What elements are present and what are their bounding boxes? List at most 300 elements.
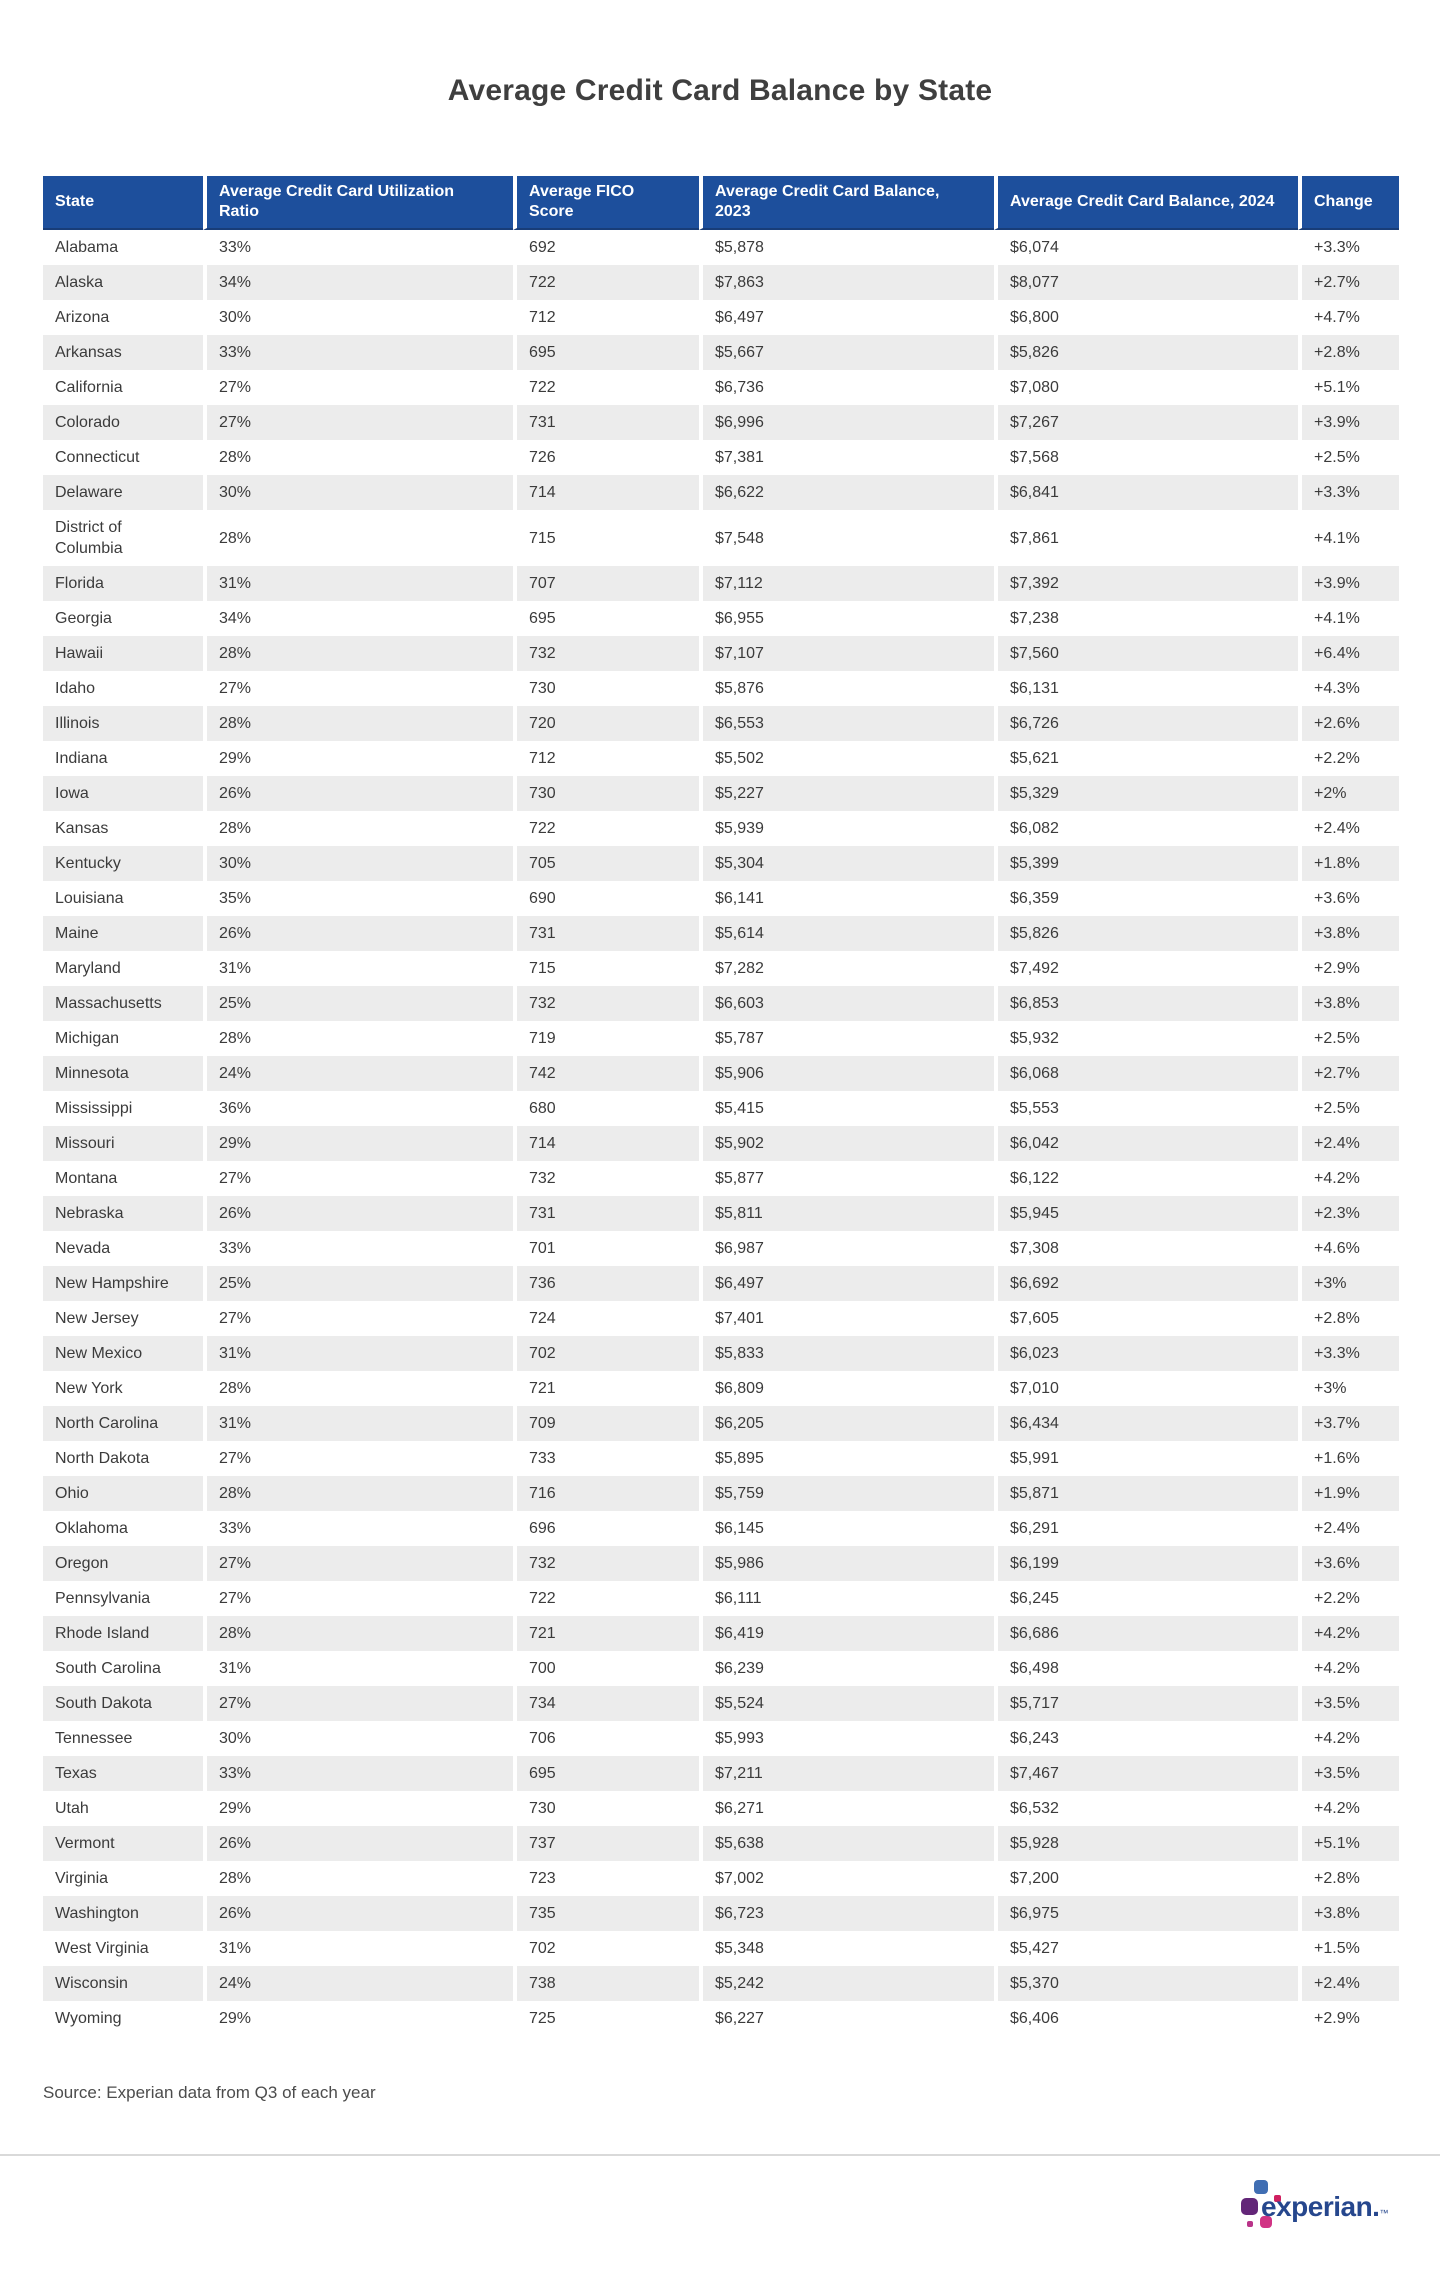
cell-fico-score: 702 <box>513 1336 699 1371</box>
cell-change: +2.4% <box>1298 1126 1399 1161</box>
cell-balance-2023: $5,502 <box>699 741 994 776</box>
table-header-row <box>43 176 1399 230</box>
cell-change: +6.4% <box>1298 636 1399 671</box>
cell-fico-score: 722 <box>513 811 699 846</box>
table-row <box>43 1126 1399 1161</box>
table-row <box>43 1231 1399 1266</box>
cell-balance-2024: $5,932 <box>994 1021 1298 1056</box>
cell-balance-2024: $6,532 <box>994 1791 1298 1826</box>
cell-balance-2024: $5,329 <box>994 776 1298 811</box>
cell-change: +2.7% <box>1298 1056 1399 1091</box>
cell-change: +3.3% <box>1298 230 1399 265</box>
cell-change: +2.8% <box>1298 335 1399 370</box>
cell-utilization-ratio: 28% <box>203 1021 513 1056</box>
table-row <box>43 475 1399 510</box>
cell-utilization-ratio: 28% <box>203 440 513 475</box>
cell-change: +2.7% <box>1298 265 1399 300</box>
table-row <box>43 1616 1399 1651</box>
cell-balance-2023: $5,787 <box>699 1021 994 1056</box>
column-header-utilization-ratio: Average Credit Card Utilization Ratio <box>203 176 513 230</box>
cell-balance-2023: $6,996 <box>699 405 994 440</box>
cell-fico-score: 700 <box>513 1651 699 1686</box>
cell-state: Arkansas <box>43 335 203 370</box>
cell-utilization-ratio: 27% <box>203 671 513 706</box>
column-header-state: State <box>43 176 203 230</box>
cell-balance-2024: $7,861 <box>994 510 1298 566</box>
state-balance-table <box>43 176 1399 2036</box>
cell-utilization-ratio: 27% <box>203 1441 513 1476</box>
table-row <box>43 671 1399 706</box>
logo-dot-pink-icon <box>1247 2221 1253 2227</box>
cell-utilization-ratio: 24% <box>203 1966 513 2001</box>
cell-balance-2023: $7,002 <box>699 1861 994 1896</box>
table-row <box>43 1826 1399 1861</box>
cell-utilization-ratio: 31% <box>203 1336 513 1371</box>
cell-change: +4.2% <box>1298 1791 1399 1826</box>
cell-change: +4.2% <box>1298 1161 1399 1196</box>
table-row <box>43 1196 1399 1231</box>
cell-fico-score: 709 <box>513 1406 699 1441</box>
cell-utilization-ratio: 26% <box>203 1896 513 1931</box>
cell-change: +5.1% <box>1298 370 1399 405</box>
cell-change: +3.5% <box>1298 1756 1399 1791</box>
cell-state: Illinois <box>43 706 203 741</box>
cell-balance-2023: $7,211 <box>699 1756 994 1791</box>
cell-state: Oregon <box>43 1546 203 1581</box>
cell-state: Tennessee <box>43 1721 203 1756</box>
table-row <box>43 1791 1399 1826</box>
table-row <box>43 1546 1399 1581</box>
cell-fico-score: 723 <box>513 1861 699 1896</box>
cell-change: +1.5% <box>1298 1931 1399 1966</box>
cell-state: Montana <box>43 1161 203 1196</box>
cell-balance-2024: $5,871 <box>994 1476 1298 1511</box>
cell-balance-2024: $5,928 <box>994 1826 1298 1861</box>
cell-balance-2024: $6,853 <box>994 986 1298 1021</box>
cell-change: +3% <box>1298 1266 1399 1301</box>
cell-utilization-ratio: 30% <box>203 300 513 335</box>
table-row <box>43 405 1399 440</box>
table-row <box>43 1161 1399 1196</box>
cell-change: +2.4% <box>1298 1511 1399 1546</box>
cell-utilization-ratio: 29% <box>203 1126 513 1161</box>
cell-utilization-ratio: 33% <box>203 1231 513 1266</box>
cell-change: +5.1% <box>1298 1826 1399 1861</box>
cell-fico-score: 730 <box>513 776 699 811</box>
cell-balance-2024: $7,605 <box>994 1301 1298 1336</box>
cell-change: +3.3% <box>1298 475 1399 510</box>
cell-state: Kentucky <box>43 846 203 881</box>
cell-balance-2024: $6,023 <box>994 1336 1298 1371</box>
cell-state: California <box>43 370 203 405</box>
cell-balance-2023: $7,107 <box>699 636 994 671</box>
cell-utilization-ratio: 28% <box>203 811 513 846</box>
table-row <box>43 1721 1399 1756</box>
cell-balance-2023: $6,497 <box>699 1266 994 1301</box>
table-row <box>43 335 1399 370</box>
cell-change: +3.5% <box>1298 1686 1399 1721</box>
cell-utilization-ratio: 30% <box>203 846 513 881</box>
cell-fico-score: 725 <box>513 2001 699 2036</box>
footer-divider <box>0 2154 1440 2156</box>
cell-state: Utah <box>43 1791 203 1826</box>
cell-balance-2023: $5,759 <box>699 1476 994 1511</box>
cell-balance-2023: $5,906 <box>699 1056 994 1091</box>
cell-fico-score: 722 <box>513 265 699 300</box>
cell-balance-2024: $5,399 <box>994 846 1298 881</box>
cell-balance-2024: $6,082 <box>994 811 1298 846</box>
cell-utilization-ratio: 33% <box>203 230 513 265</box>
cell-utilization-ratio: 29% <box>203 1791 513 1826</box>
table-row <box>43 1861 1399 1896</box>
cell-balance-2024: $6,841 <box>994 475 1298 510</box>
cell-state: Arizona <box>43 300 203 335</box>
cell-state: Hawaii <box>43 636 203 671</box>
cell-change: +3.9% <box>1298 566 1399 601</box>
cell-balance-2024: $6,359 <box>994 881 1298 916</box>
table-row <box>43 951 1399 986</box>
cell-change: +4.3% <box>1298 671 1399 706</box>
cell-balance-2024: $6,686 <box>994 1616 1298 1651</box>
table-row <box>43 881 1399 916</box>
cell-balance-2023: $6,141 <box>699 881 994 916</box>
table-row <box>43 300 1399 335</box>
cell-balance-2024: $6,291 <box>994 1511 1298 1546</box>
cell-state: Maryland <box>43 951 203 986</box>
cell-balance-2023: $6,955 <box>699 601 994 636</box>
cell-state: Oklahoma <box>43 1511 203 1546</box>
cell-balance-2024: $7,308 <box>994 1231 1298 1266</box>
table-row <box>43 1651 1399 1686</box>
cell-fico-score: 722 <box>513 1581 699 1616</box>
cell-balance-2023: $6,497 <box>699 300 994 335</box>
cell-change: +2.8% <box>1298 1301 1399 1336</box>
table-row <box>43 1511 1399 1546</box>
cell-balance-2023: $6,987 <box>699 1231 994 1266</box>
cell-change: +2.2% <box>1298 1581 1399 1616</box>
experian-wordmark-text: experian. <box>1261 2191 1380 2222</box>
cell-fico-score: 721 <box>513 1616 699 1651</box>
cell-state: Missouri <box>43 1126 203 1161</box>
cell-change: +2.9% <box>1298 2001 1399 2036</box>
cell-state: Wisconsin <box>43 1966 203 2001</box>
cell-fico-score: 716 <box>513 1476 699 1511</box>
table-row <box>43 1966 1399 2001</box>
cell-utilization-ratio: 27% <box>203 1581 513 1616</box>
cell-balance-2023: $5,833 <box>699 1336 994 1371</box>
cell-balance-2023: $6,736 <box>699 370 994 405</box>
cell-fico-score: 692 <box>513 230 699 265</box>
cell-balance-2024: $5,826 <box>994 916 1298 951</box>
cell-balance-2023: $6,419 <box>699 1616 994 1651</box>
cell-balance-2024: $6,498 <box>994 1651 1298 1686</box>
cell-balance-2023: $6,205 <box>699 1406 994 1441</box>
cell-fico-score: 736 <box>513 1266 699 1301</box>
cell-fico-score: 732 <box>513 636 699 671</box>
cell-fico-score: 695 <box>513 335 699 370</box>
cell-utilization-ratio: 31% <box>203 1651 513 1686</box>
cell-balance-2023: $6,239 <box>699 1651 994 1686</box>
table-row <box>43 1266 1399 1301</box>
table-row <box>43 2001 1399 2036</box>
cell-state: Mississippi <box>43 1091 203 1126</box>
cell-change: +2.6% <box>1298 706 1399 741</box>
cell-state: Wyoming <box>43 2001 203 2036</box>
cell-balance-2023: $6,111 <box>699 1581 994 1616</box>
cell-state: Massachusetts <box>43 986 203 1021</box>
cell-state: South Dakota <box>43 1686 203 1721</box>
cell-state: New Hampshire <box>43 1266 203 1301</box>
experian-wordmark <box>1261 2191 1388 2223</box>
cell-fico-score: 705 <box>513 846 699 881</box>
source-note: Source: Experian data from Q3 of each year <box>43 2083 376 2102</box>
cell-fico-score: 680 <box>513 1091 699 1126</box>
table-row <box>43 706 1399 741</box>
cell-change: +2.3% <box>1298 1196 1399 1231</box>
cell-state: Georgia <box>43 601 203 636</box>
cell-change: +2.5% <box>1298 440 1399 475</box>
cell-balance-2024: $8,077 <box>994 265 1298 300</box>
cell-utilization-ratio: 26% <box>203 916 513 951</box>
cell-balance-2023: $6,227 <box>699 2001 994 2036</box>
table-row <box>43 510 1399 566</box>
cell-balance-2024: $6,975 <box>994 1896 1298 1931</box>
cell-utilization-ratio: 33% <box>203 1511 513 1546</box>
cell-state: New York <box>43 1371 203 1406</box>
table-row <box>43 1476 1399 1511</box>
cell-state: Nevada <box>43 1231 203 1266</box>
table-row <box>43 1581 1399 1616</box>
cell-balance-2024: $6,406 <box>994 2001 1298 2036</box>
cell-balance-2023: $5,939 <box>699 811 994 846</box>
cell-state: Florida <box>43 566 203 601</box>
cell-state: Minnesota <box>43 1056 203 1091</box>
cell-balance-2024: $6,199 <box>994 1546 1298 1581</box>
cell-balance-2024: $7,560 <box>994 636 1298 671</box>
cell-fico-score: 690 <box>513 881 699 916</box>
cell-utilization-ratio: 27% <box>203 1686 513 1721</box>
cell-balance-2023: $5,227 <box>699 776 994 811</box>
experian-logo <box>1238 2178 1388 2238</box>
cell-balance-2023: $7,282 <box>699 951 994 986</box>
cell-utilization-ratio: 31% <box>203 951 513 986</box>
table-row <box>43 1301 1399 1336</box>
cell-fico-score: 742 <box>513 1056 699 1091</box>
table-row <box>43 1896 1399 1931</box>
table-row <box>43 370 1399 405</box>
cell-balance-2023: $5,877 <box>699 1161 994 1196</box>
cell-utilization-ratio: 36% <box>203 1091 513 1126</box>
cell-balance-2023: $5,993 <box>699 1721 994 1756</box>
column-header-balance-2023: Average Credit Card Balance, 2023 <box>699 176 994 230</box>
table-row <box>43 776 1399 811</box>
table-row <box>43 440 1399 475</box>
cell-balance-2023: $6,603 <box>699 986 994 1021</box>
cell-state: South Carolina <box>43 1651 203 1686</box>
footer <box>0 2178 1440 2238</box>
cell-fico-score: 695 <box>513 1756 699 1791</box>
cell-fico-score: 712 <box>513 300 699 335</box>
cell-fico-score: 695 <box>513 601 699 636</box>
cell-fico-score: 712 <box>513 741 699 776</box>
cell-balance-2023: $7,863 <box>699 265 994 300</box>
cell-balance-2023: $5,614 <box>699 916 994 951</box>
cell-balance-2023: $5,876 <box>699 671 994 706</box>
logo-dot-purple-icon <box>1241 2198 1258 2215</box>
cell-utilization-ratio: 27% <box>203 405 513 440</box>
table-row <box>43 1756 1399 1791</box>
cell-change: +2.8% <box>1298 1861 1399 1896</box>
cell-fico-score: 720 <box>513 706 699 741</box>
cell-fico-score: 724 <box>513 1301 699 1336</box>
cell-state: Washington <box>43 1896 203 1931</box>
cell-balance-2023: $5,415 <box>699 1091 994 1126</box>
table-row <box>43 1021 1399 1056</box>
cell-balance-2024: $6,042 <box>994 1126 1298 1161</box>
cell-change: +4.2% <box>1298 1651 1399 1686</box>
cell-balance-2023: $5,811 <box>699 1196 994 1231</box>
cell-state: Vermont <box>43 1826 203 1861</box>
column-header-balance-2024: Average Credit Card Balance, 2024 <box>994 176 1298 230</box>
cell-change: +4.1% <box>1298 510 1399 566</box>
cell-change: +2.2% <box>1298 741 1399 776</box>
cell-utilization-ratio: 31% <box>203 1406 513 1441</box>
cell-state: West Virginia <box>43 1931 203 1966</box>
cell-balance-2024: $6,243 <box>994 1721 1298 1756</box>
cell-change: +4.6% <box>1298 1231 1399 1266</box>
cell-change: +1.9% <box>1298 1476 1399 1511</box>
column-header-fico-score: Average FICO Score <box>513 176 699 230</box>
cell-utilization-ratio: 30% <box>203 1721 513 1756</box>
table-row <box>43 1056 1399 1091</box>
table-body <box>43 230 1399 2036</box>
cell-change: +3.8% <box>1298 1896 1399 1931</box>
cell-fico-score: 721 <box>513 1371 699 1406</box>
cell-fico-score: 726 <box>513 440 699 475</box>
cell-change: +4.2% <box>1298 1616 1399 1651</box>
cell-balance-2023: $7,112 <box>699 566 994 601</box>
cell-balance-2024: $6,122 <box>994 1161 1298 1196</box>
cell-utilization-ratio: 27% <box>203 370 513 405</box>
cell-utilization-ratio: 29% <box>203 2001 513 2036</box>
cell-balance-2023: $6,271 <box>699 1791 994 1826</box>
cell-utilization-ratio: 25% <box>203 1266 513 1301</box>
table-row <box>43 265 1399 300</box>
cell-utilization-ratio: 25% <box>203 986 513 1021</box>
cell-utilization-ratio: 29% <box>203 741 513 776</box>
cell-change: +2% <box>1298 776 1399 811</box>
cell-fico-score: 732 <box>513 1546 699 1581</box>
cell-fico-score: 731 <box>513 405 699 440</box>
cell-balance-2024: $6,245 <box>994 1581 1298 1616</box>
cell-fico-score: 730 <box>513 1791 699 1826</box>
cell-balance-2024: $7,392 <box>994 566 1298 601</box>
cell-balance-2024: $5,370 <box>994 1966 1298 2001</box>
cell-fico-score: 715 <box>513 951 699 986</box>
cell-balance-2023: $7,401 <box>699 1301 994 1336</box>
cell-balance-2023: $6,723 <box>699 1896 994 1931</box>
cell-state: Indiana <box>43 741 203 776</box>
cell-utilization-ratio: 33% <box>203 335 513 370</box>
cell-utilization-ratio: 26% <box>203 776 513 811</box>
table-row <box>43 230 1399 265</box>
cell-state: Alabama <box>43 230 203 265</box>
cell-balance-2023: $5,638 <box>699 1826 994 1861</box>
cell-balance-2024: $7,467 <box>994 1756 1298 1791</box>
cell-utilization-ratio: 26% <box>203 1826 513 1861</box>
cell-balance-2024: $7,200 <box>994 1861 1298 1896</box>
table-row <box>43 1371 1399 1406</box>
cell-utilization-ratio: 34% <box>203 601 513 636</box>
cell-change: +1.8% <box>1298 846 1399 881</box>
cell-utilization-ratio: 27% <box>203 1546 513 1581</box>
cell-fico-score: 732 <box>513 1161 699 1196</box>
table-row <box>43 1686 1399 1721</box>
cell-fico-score: 737 <box>513 1826 699 1861</box>
cell-balance-2023: $5,878 <box>699 230 994 265</box>
cell-change: +3.9% <box>1298 405 1399 440</box>
cell-fico-score: 735 <box>513 1896 699 1931</box>
cell-change: +1.6% <box>1298 1441 1399 1476</box>
cell-change: +2.4% <box>1298 811 1399 846</box>
cell-balance-2023: $5,304 <box>699 846 994 881</box>
cell-fico-score: 732 <box>513 986 699 1021</box>
cell-change: +3.7% <box>1298 1406 1399 1441</box>
cell-utilization-ratio: 28% <box>203 1861 513 1896</box>
cell-utilization-ratio: 28% <box>203 510 513 566</box>
cell-state: North Carolina <box>43 1406 203 1441</box>
cell-fico-score: 731 <box>513 916 699 951</box>
cell-state: Louisiana <box>43 881 203 916</box>
cell-utilization-ratio: 28% <box>203 636 513 671</box>
cell-balance-2024: $5,826 <box>994 335 1298 370</box>
cell-state: Pennsylvania <box>43 1581 203 1616</box>
cell-balance-2023: $6,553 <box>699 706 994 741</box>
cell-fico-score: 696 <box>513 1511 699 1546</box>
cell-balance-2024: $5,991 <box>994 1441 1298 1476</box>
cell-balance-2024: $7,568 <box>994 440 1298 475</box>
cell-balance-2023: $5,895 <box>699 1441 994 1476</box>
cell-balance-2024: $6,074 <box>994 230 1298 265</box>
cell-balance-2024: $5,717 <box>994 1686 1298 1721</box>
cell-fico-score: 733 <box>513 1441 699 1476</box>
cell-balance-2023: $7,548 <box>699 510 994 566</box>
cell-change: +3.6% <box>1298 1546 1399 1581</box>
cell-state: Delaware <box>43 475 203 510</box>
cell-fico-score: 702 <box>513 1931 699 1966</box>
cell-state: Connecticut <box>43 440 203 475</box>
cell-state: North Dakota <box>43 1441 203 1476</box>
cell-change: +2.9% <box>1298 951 1399 986</box>
cell-fico-score: 719 <box>513 1021 699 1056</box>
cell-state: Rhode Island <box>43 1616 203 1651</box>
cell-balance-2024: $5,621 <box>994 741 1298 776</box>
cell-change: +3% <box>1298 1371 1399 1406</box>
cell-fico-score: 738 <box>513 1966 699 2001</box>
table-row <box>43 1336 1399 1371</box>
cell-fico-score: 706 <box>513 1721 699 1756</box>
cell-balance-2024: $5,945 <box>994 1196 1298 1231</box>
cell-fico-score: 714 <box>513 1126 699 1161</box>
cell-change: +2.4% <box>1298 1966 1399 2001</box>
cell-utilization-ratio: 26% <box>203 1196 513 1231</box>
table-row <box>43 1406 1399 1441</box>
cell-utilization-ratio: 35% <box>203 881 513 916</box>
cell-state: New Jersey <box>43 1301 203 1336</box>
cell-change: +3.6% <box>1298 881 1399 916</box>
cell-balance-2023: $5,986 <box>699 1546 994 1581</box>
cell-balance-2023: $5,667 <box>699 335 994 370</box>
